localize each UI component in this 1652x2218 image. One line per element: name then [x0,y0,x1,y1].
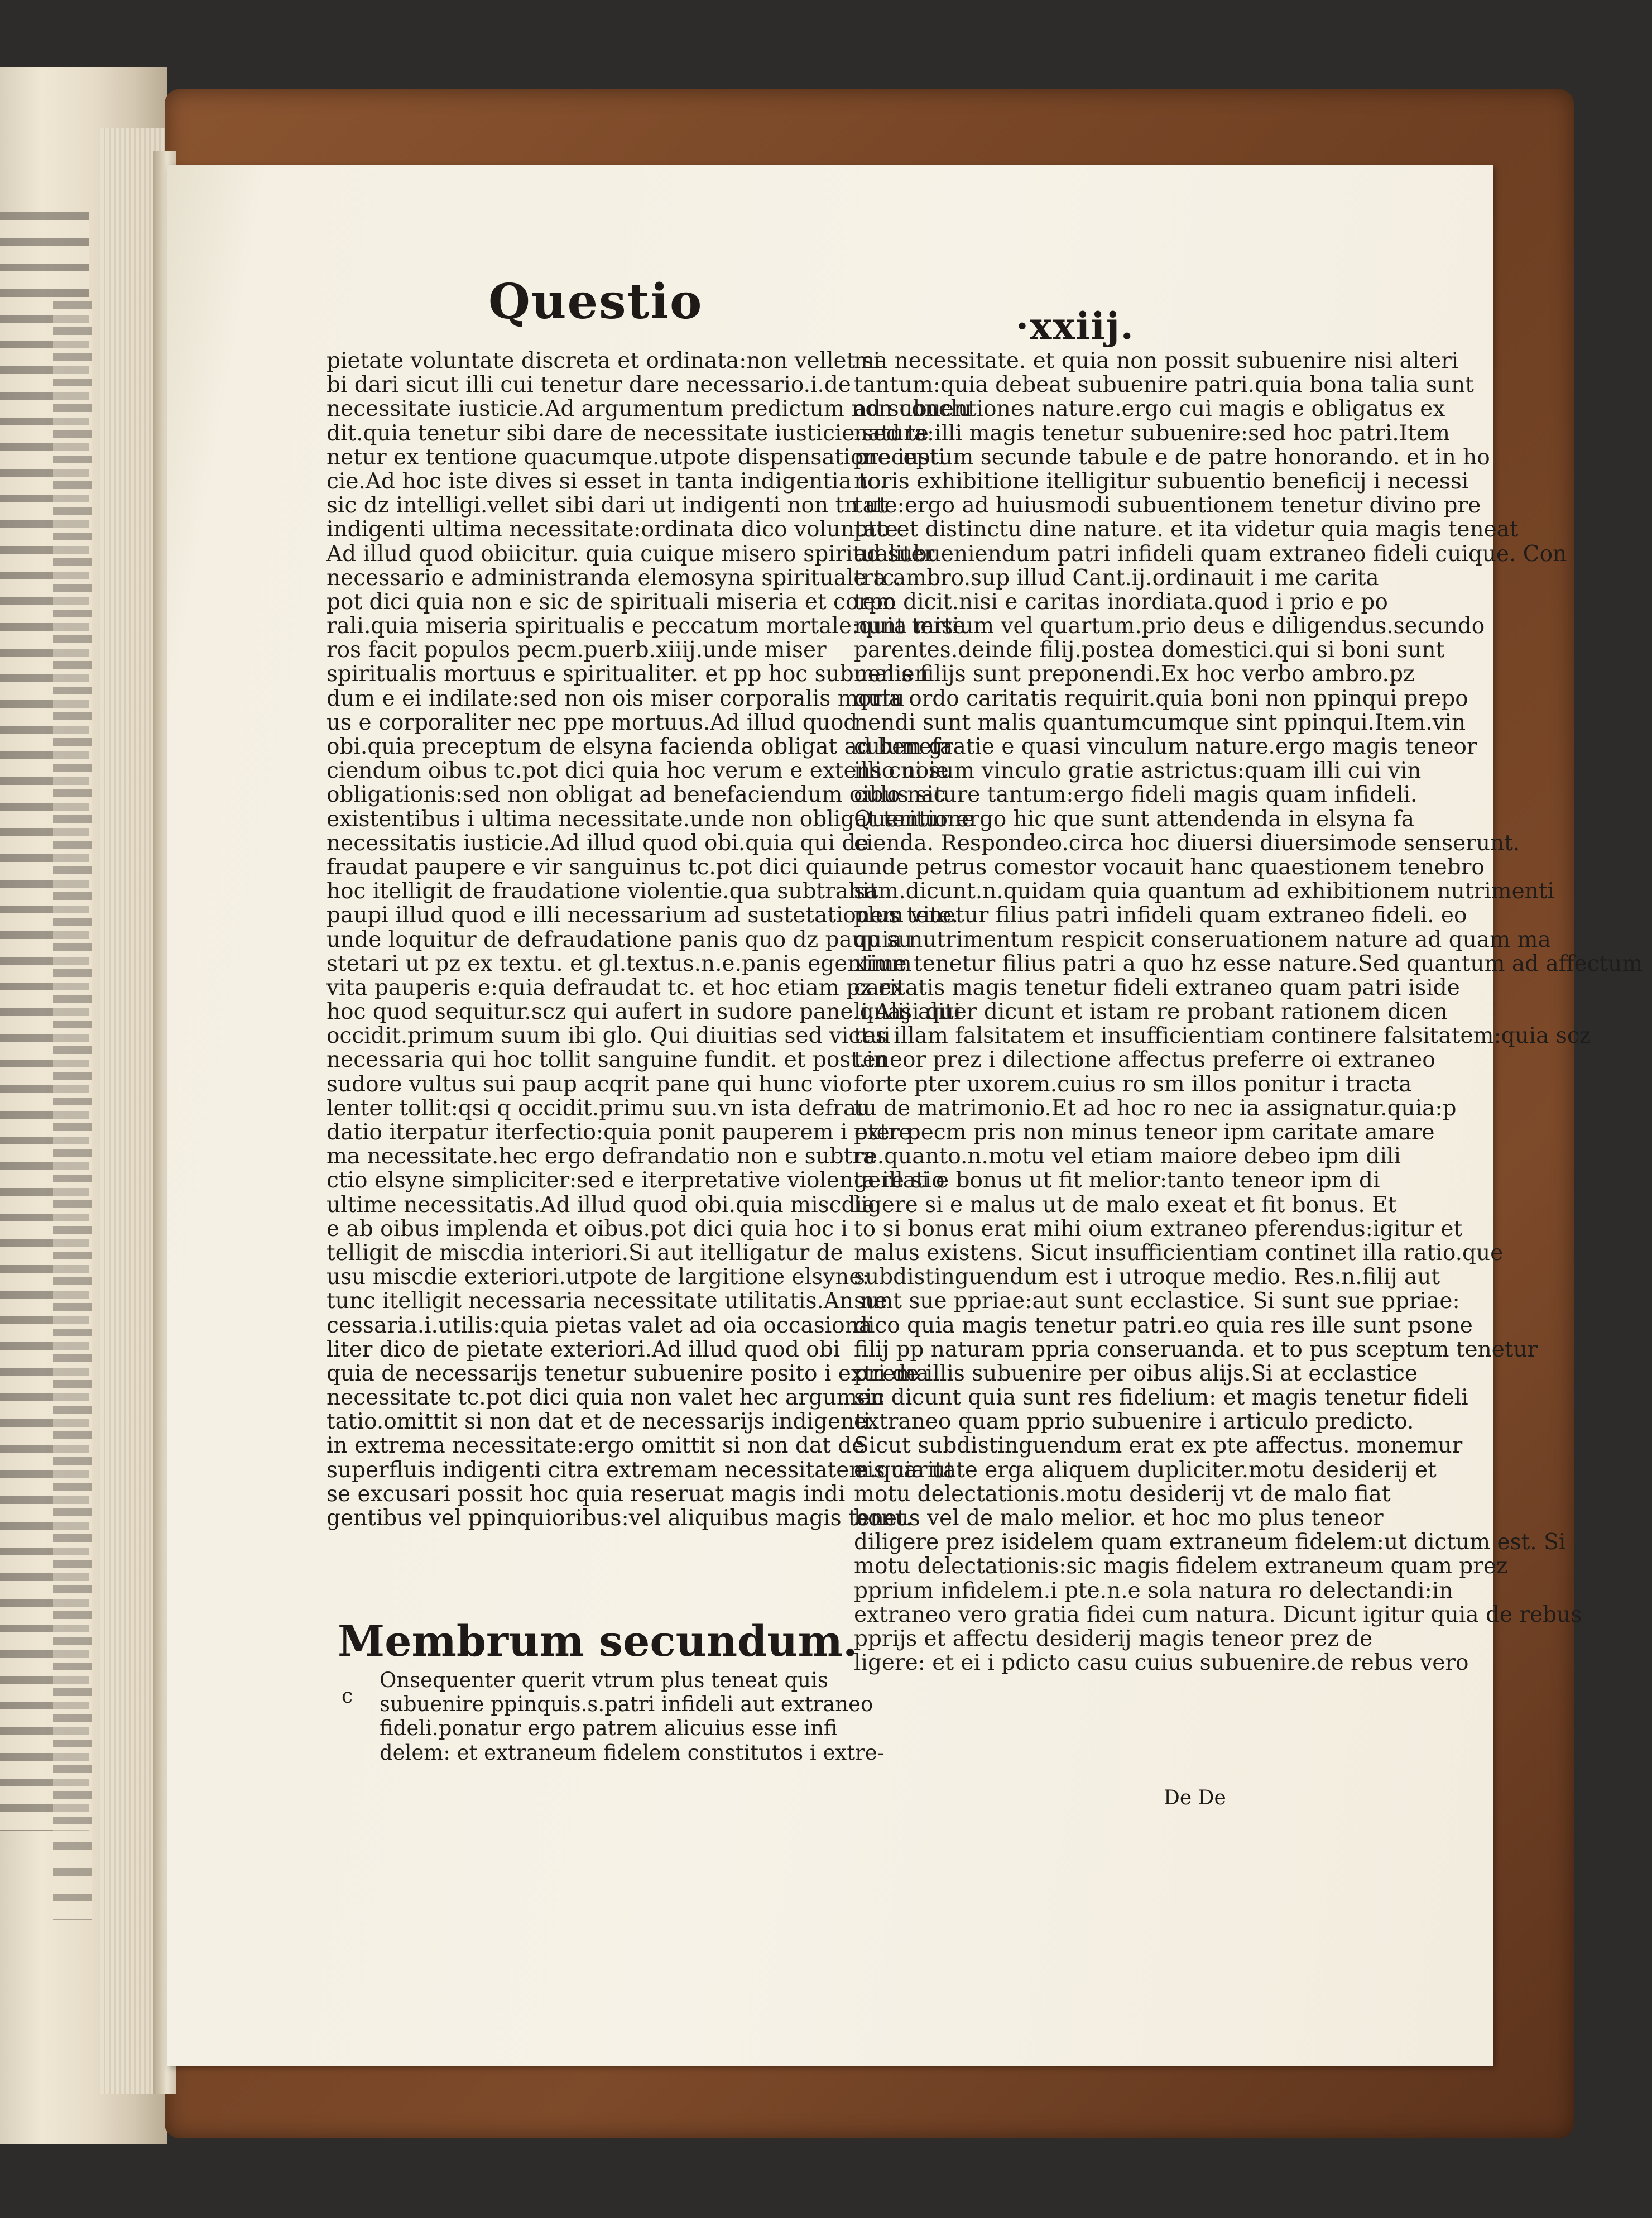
text-line: illi cui sum vinculo gratie astrictus:quam illi cui vin [854,758,1422,784]
text-line: quia de necessarijs tenetur subuenire posito i extrema [326,1360,929,1386]
text-line: pto et distinctu dine nature. et ita videtur quia magis teneat [854,517,1519,543]
text-line: ros facit populos pecm.puerb.xiiij.unde miser [326,638,827,663]
text-line: bi dari sicut illi cui tenetur dare necessario.i.de [326,372,851,398]
text-line: obi.quia preceptum de elsyna facienda obligat ad benefa [326,734,953,759]
text-line: parentes.deinde filij.postea domestici.qui si boni sunt [854,638,1445,663]
text-line: in extrema necessitate:ergo omittit si non dat de [326,1433,865,1459]
text-line: superfluis indigenti citra extremam necessitatem.quia ut [326,1457,954,1483]
text-line: ciendum oibus tc.pot dici quia hoc verum e extenso noie [326,758,949,784]
left-text-column [326,348,975,1531]
text-line: pri de illis subuenire per oibus alijs.Si at ecclastice [854,1360,1418,1386]
catchword: De De [1164,1786,1226,1809]
text-line: ctio elsyne simpliciter:sed e iterpretative violenta illatio [326,1168,945,1194]
text-line: usu miscdie exteriori.utpote de largitione elsyne: [326,1264,870,1290]
text-line: culum gratie e quasi vinculum nature.ergo magis teneor [854,734,1477,759]
running-header-title: Questio [488,274,703,330]
section-heading: Membrum secundum. [338,1616,858,1666]
text-line: nunt tertium vel quartum.prio deus e diligendus.secundo [854,614,1485,639]
text-line: liter dico de pietate exteriori.Ad illud quod obi [326,1336,841,1362]
text-line: dico quia magis tenetur patri.eo quia res ille sunt psone [854,1312,1473,1338]
left-page-text-block-inner [53,301,92,1920]
text-line: bonus vel de malo melior. et hoc mo plus teneor [854,1506,1384,1531]
text-line: sic dicunt quia sunt res fidelium: et magis tenetur fideli [854,1385,1468,1411]
text-line: tu de matrimonio.Et ad hoc ro nec ia assignatur.quia:p [854,1095,1457,1121]
text-line: pietate voluntate discreta et ordinata:non vellet si [326,348,881,373]
text-line: existentibus i ultima necessitate.unde non obligat tentione [326,806,975,832]
text-line: tantum:quia debeat subuenire patri.quia bona talia sunt [854,372,1474,398]
text-line: ligere: et ei i pdicto casu cuius subuenire.de rebus vero [854,1650,1469,1676]
text-line: pprium infidelem.i pte.n.e sola natura ro delectandi:in [854,1578,1453,1603]
text-line: necessario e administranda elemosyna spirituale tc. [326,565,901,591]
text-line: necessitate iusticie.Ad argumentum predictum non conclu [326,396,972,422]
text-line: hoc quod sequitur.scz qui aufert in sudore pane.quasi qui [326,999,961,1025]
text-line: pter pecm pris non minus teneor ipm caritate amare [854,1120,1435,1145]
left-column-continuation [380,1668,885,1765]
text-line: Sicut subdistinguendum erat ex pte affectus. monemur [854,1433,1463,1459]
text-line: culo nature tantum:ergo fideli magis quam infideli. [854,782,1418,808]
text-line: dum e ei indilate:sed non ois miser corporalis mortu [326,686,905,711]
text-line: quia ordo caritatis requirit.quia boni non ppinqui prepo [854,686,1468,711]
text-line: spiritualis mortuus e spiritualiter. et pp hoc subuenien [326,662,929,687]
text-line: necessitate tc.pot dici quia non valet hec argumen [326,1385,885,1411]
text-line: subuenire ppinquis.s.patri infideli aut extraneo [380,1692,873,1717]
text-line: tunc itelligit necessaria necessitate utilitatis.An ne [326,1288,887,1314]
text-line: forte pter uxorem.cuius ro sm illos ponitur i tracta [854,1071,1412,1097]
text-line: caritatis magis tenetur fideli extraneo quam patri iside [854,975,1460,1000]
text-line: re.quanto.n.motu vel etiam maiore debeo ipm dili [854,1144,1401,1170]
text-line: delem: et extraneum fidelem constitutos i extre- [380,1740,885,1765]
text-line: Onsequenter querit vtrum plus teneat quis [380,1668,828,1692]
text-line: Queritur ergo hic que sunt attendenda in elsyna fa [854,806,1415,832]
text-line: sic dz intelligi.vellet sibi dari ut indigenti non tn ut [326,493,888,519]
text-line: telligit de miscdia interiori.Si aut itelligatur de [326,1240,843,1266]
text-line: teneor prez i dilectione affectus preferre oi extraneo [854,1047,1435,1073]
text-line: fideli.ponatur ergo patrem alicuius esse infi [380,1716,838,1741]
text-line: eis caritate erga aliquem dupliciter.motu desiderij et [854,1457,1437,1483]
text-line: occidit.primum suum ibi glo. Qui diuitias sed victui [326,1023,891,1049]
right-text-column [854,348,1643,1676]
margin-note: c [342,1685,353,1708]
text-line: tes illam falsitatem et insufficientiam continere falsitatem:quia scz [854,1023,1591,1049]
text-line: paupi illud quod e illi necessarium ad sustetationem vite. [326,903,959,928]
text-line: sam.dicunt.n.quidam quia quantum ad exhibitionem nutrimenti [854,879,1554,904]
text-line: unde loquitur de defraudatione panis quo dz paup su [326,927,913,952]
running-header-number: ·xxiij. [1016,304,1135,348]
text-line: ad subueniendum patri infideli quam extraneo fideli cuique. Con [854,541,1567,567]
text-line: tatio.omittit si non dat et de necessarijs indigenti [326,1409,871,1435]
text-line: preceptum secunde tabule e de patre honorando. et in ho [854,444,1490,470]
text-line: stetari ut pz ex textu. et gl.textus.n.e.panis egentium [326,951,912,976]
text-line: extraneo vero gratia fidei cum natura. Dicunt igitur quia de rebus [854,1602,1582,1627]
text-line: unde petrus comestor vocauit hanc quaestionem tenebro [854,854,1485,880]
text-line: ma necessitate.hec ergo defrandatio non e subtra [326,1144,876,1170]
text-line: subdistinguendum est i utroque medio. Res.n.filij aut [854,1264,1440,1290]
text-line: natura:illi magis tenetur subuenire:sed hoc patri.Item [854,420,1450,446]
text-line: tem dicit.nisi e caritas inordiata.quod i prio e po [854,589,1388,615]
text-line: cienda. Respondeo.circa hoc diuersi diuersimode senserunt. [854,830,1520,856]
text-line: xime tenetur filius patri a quo hz esse nature.Sed quantum ad affectum [854,951,1643,976]
text-line: ultime necessitatis.Ad illud quod obi.quia miscdia [326,1192,876,1218]
text-line: vita pauperis e:quia defraudat tc. et hoc etiam pz ex [326,975,904,1000]
text-line: quia nutrimentum respicit conseruationem nature ad quam ma [854,927,1551,952]
text-line: noris exhibitione itelligitur subuentio beneficij i necessi [854,468,1469,494]
text-line: li.Alij aliter dicunt et istam re probant rationem dicen [854,999,1448,1025]
text-line: us e corporaliter nec ppe mortuus.Ad illud quod [326,710,858,735]
text-line: ad subuentiones nature.ergo cui magis e obligatus ex [854,396,1446,422]
text-line: plus tenetur filius patri infideli quam extraneo fideli. eo [854,903,1467,928]
text-line: indigenti ultima necessitate:ordinata dico voluntate. [326,517,905,543]
text-line: e ab oibus implenda et oibus.pot dici quia hoc i [326,1216,848,1242]
text-line: pprijs et affectu desiderij magis teneor prez de [854,1626,1373,1651]
text-line: gere si e bonus ut fit melior:tanto teneor ipm di [854,1168,1380,1194]
text-line: se excusari possit hoc quia reseruat magis indi [326,1481,846,1507]
text-line: obligationis:sed non obligat ad benefaciendum oibus sic [326,782,946,808]
text-line: ma necessitate. et quia non possit subuenire nisi alteri [854,348,1459,373]
text-line: diligere prez isidelem quam extraneum fidelem:ut dictum est. Si [854,1530,1566,1555]
text-line: to si bonus erat mihi oium extraneo pferendus:igitur et [854,1216,1463,1242]
text-line: rali.quia miseria spiritualis e peccatum mortale:quia mise [326,614,966,639]
text-line: sudore vultus sui paup acqrit pane qui hunc vio [326,1071,852,1097]
text-line: tate:ergo ad huiusmodi subuentionem tenetur divino pre [854,493,1481,519]
text-line: gentibus vel ppinquioribus:vel aliquibus magis tenet. [326,1506,913,1531]
text-line: extraneo quam pprio subuenire i articulo predicto. [854,1409,1414,1435]
text-line: fraudat paupere e vir sanguinus tc.pot dici quia [326,854,854,880]
text-line: pot dici quia non e sic de spirituali miseria et corpo [326,589,896,615]
text-line: necessaria qui hoc tollit sanguine fundit. et post.in [326,1047,887,1073]
text-line: tra ambro.sup illud Cant.ij.ordinauit i me carita [854,565,1379,591]
text-line: filij pp naturam ppria conseruanda. et to pus sceptum tenetur [854,1336,1538,1362]
text-line: sunt sue ppriae:aut sunt ecclastice. Si sunt sue ppriae: [854,1288,1460,1314]
text-line: Ad illud quod obiicitur. quia cuique misero spiritualiter [326,541,935,567]
text-line: hoc itelligit de fraudatione violentie.qua subtrahit [326,879,878,904]
text-line: motu delectationis.motu desiderij vt de malo fiat [854,1481,1391,1507]
text-line: datio iterpatur iterfectio:quia ponit pauperem i extre [326,1120,912,1145]
text-line: motu delectationis:sic magis fidelem extraneum quam prez [854,1554,1508,1579]
text-line: necessitatis iusticie.Ad illud quod obi.quia qui de [326,830,869,856]
text-line: ligere si e malus ut de malo exeat et fit bonus. Et [854,1192,1397,1218]
text-line: lenter tollit:qsi q occidit.primu suu.vn ista defrau [326,1095,871,1121]
text-line: nendi sunt malis quantumcumque sint ppinqui.Item.vin [854,710,1466,735]
text-line: malis filijs sunt preponendi.Ex hoc verbo ambro.pz [854,662,1415,687]
text-line: malus existens. Sicut insufficientiam continet illa ratio.que [854,1240,1504,1266]
text-line: dit.quia tenetur sibi dare de necessitate iusticie:sed te [326,420,929,446]
text-line: cie.Ad hoc iste dives si esset in tanta indigentia tc. [326,468,887,494]
text-line: cessaria.i.utilis:quia pietas valet ad oia occasiona [326,1312,872,1338]
text-line: netur ex tentione quacumque.utpote dispensatione iusti [326,444,945,470]
